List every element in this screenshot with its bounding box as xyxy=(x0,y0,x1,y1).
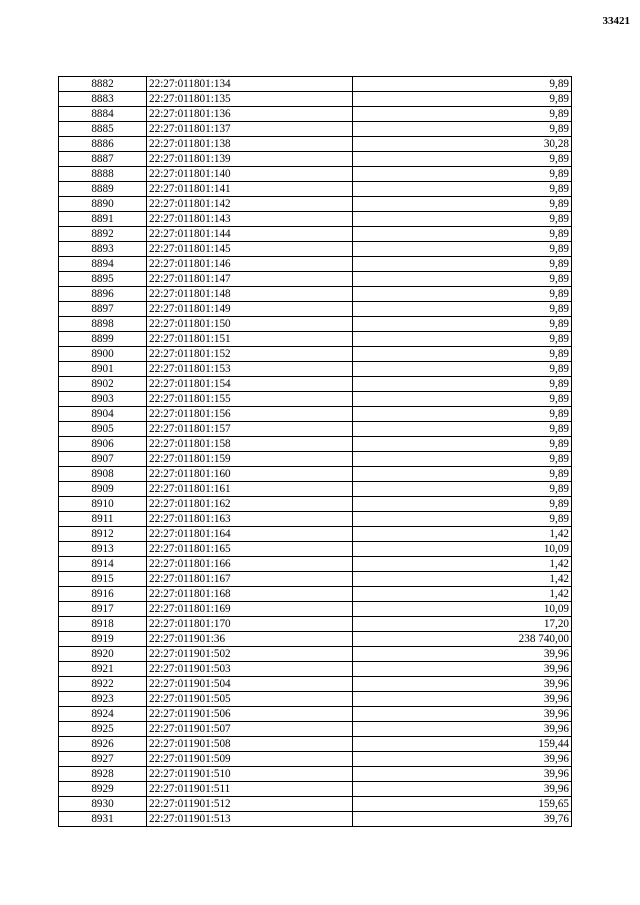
table-row xyxy=(59,602,572,617)
area-value-cell: 9,89 xyxy=(353,467,572,482)
row-number-cell: 8912 xyxy=(59,527,147,542)
table-row xyxy=(59,242,572,257)
table-row xyxy=(59,287,572,302)
cadastral-number-cell: 22:27:011801:156 xyxy=(147,407,353,422)
cadastral-number-cell: 22:27:011801:157 xyxy=(147,422,353,437)
row-number-cell: 8890 xyxy=(59,197,147,212)
area-value-cell: 9,89 xyxy=(353,362,572,377)
table-row xyxy=(59,632,572,647)
row-number-cell: 8882 xyxy=(59,77,147,92)
cadastral-number-cell: 22:27:011901:508 xyxy=(147,737,353,752)
row-number-cell: 8923 xyxy=(59,692,147,707)
table-row xyxy=(59,437,572,452)
table-row xyxy=(59,92,572,107)
table-row xyxy=(59,482,572,497)
row-number-cell: 8906 xyxy=(59,437,147,452)
row-number-cell: 8930 xyxy=(59,797,147,812)
area-value-cell: 9,89 xyxy=(353,242,572,257)
area-value-cell: 9,89 xyxy=(353,77,572,92)
area-value-cell: 9,89 xyxy=(353,317,572,332)
cadastral-number-cell: 22:27:011801:158 xyxy=(147,437,353,452)
cadastral-number-cell: 22:27:011801:145 xyxy=(147,242,353,257)
table-row xyxy=(59,197,572,212)
row-number-cell: 8914 xyxy=(59,557,147,572)
table-row xyxy=(59,152,572,167)
row-number-cell: 8919 xyxy=(59,632,147,647)
cadastral-number-cell: 22:27:011901:511 xyxy=(147,782,353,797)
area-value-cell: 9,89 xyxy=(353,497,572,512)
table-row xyxy=(59,107,572,122)
table-row xyxy=(59,377,572,392)
table-row xyxy=(59,272,572,287)
cadastral-number-cell: 22:27:011801:149 xyxy=(147,302,353,317)
table-row xyxy=(59,407,572,422)
cadastral-number-cell: 22:27:011801:165 xyxy=(147,542,353,557)
table-row xyxy=(59,257,572,272)
table-row xyxy=(59,617,572,632)
cadastral-number-cell: 22:27:011801:140 xyxy=(147,167,353,182)
row-number-cell: 8889 xyxy=(59,182,147,197)
area-value-cell: 9,89 xyxy=(353,122,572,137)
row-number-cell: 8887 xyxy=(59,152,147,167)
cadastral-number-cell: 22:27:011901:512 xyxy=(147,797,353,812)
page-number: 33421 xyxy=(602,15,630,27)
row-number-cell: 8913 xyxy=(59,542,147,557)
row-number-cell: 8924 xyxy=(59,707,147,722)
cadastral-number-cell: 22:27:011801:135 xyxy=(147,92,353,107)
cadastral-number-cell: 22:27:011801:168 xyxy=(147,587,353,602)
area-value-cell: 9,89 xyxy=(353,302,572,317)
table-row xyxy=(59,737,572,752)
cadastral-number-cell: 22:27:011901:513 xyxy=(147,812,353,827)
cadastral-number-cell: 22:27:011801:136 xyxy=(147,107,353,122)
cadastral-number-cell: 22:27:011801:159 xyxy=(147,452,353,467)
table-row xyxy=(59,767,572,782)
row-number-cell: 8899 xyxy=(59,332,147,347)
table-row xyxy=(59,122,572,137)
row-number-cell: 8922 xyxy=(59,677,147,692)
area-value-cell: 30,28 xyxy=(353,137,572,152)
cadastral-number-cell: 22:27:011801:150 xyxy=(147,317,353,332)
cadastral-number-cell: 22:27:011801:167 xyxy=(147,572,353,587)
area-value-cell: 159,65 xyxy=(353,797,572,812)
cadastral-number-cell: 22:27:011801:166 xyxy=(147,557,353,572)
table-row xyxy=(59,512,572,527)
area-value-cell: 9,89 xyxy=(353,92,572,107)
row-number-cell: 8920 xyxy=(59,647,147,662)
table-row xyxy=(59,392,572,407)
cadastral-number-cell: 22:27:011801:151 xyxy=(147,332,353,347)
table-row xyxy=(59,167,572,182)
area-value-cell: 17,20 xyxy=(353,617,572,632)
row-number-cell: 8904 xyxy=(59,407,147,422)
row-number-cell: 8911 xyxy=(59,512,147,527)
area-value-cell: 39,96 xyxy=(353,692,572,707)
cadastral-number-cell: 22:27:011801:152 xyxy=(147,347,353,362)
table-row xyxy=(59,677,572,692)
cadastral-number-cell: 22:27:011801:162 xyxy=(147,497,353,512)
table-row xyxy=(59,302,572,317)
table-row xyxy=(59,707,572,722)
row-number-cell: 8921 xyxy=(59,662,147,677)
table-row xyxy=(59,227,572,242)
table-row xyxy=(59,182,572,197)
area-value-cell: 9,89 xyxy=(353,227,572,242)
row-number-cell: 8883 xyxy=(59,92,147,107)
area-value-cell: 9,89 xyxy=(353,452,572,467)
cadastral-number-cell: 22:27:011801:153 xyxy=(147,362,353,377)
table-row xyxy=(59,497,572,512)
area-value-cell: 9,89 xyxy=(353,377,572,392)
row-number-cell: 8916 xyxy=(59,587,147,602)
area-value-cell: 9,89 xyxy=(353,197,572,212)
area-value-cell: 1,42 xyxy=(353,587,572,602)
area-value-cell: 39,96 xyxy=(353,647,572,662)
area-value-cell: 9,89 xyxy=(353,407,572,422)
table-row xyxy=(59,422,572,437)
cadastral-number-cell: 22:27:011901:503 xyxy=(147,662,353,677)
area-value-cell: 9,89 xyxy=(353,422,572,437)
table-body xyxy=(59,77,572,827)
area-value-cell: 9,89 xyxy=(353,437,572,452)
cadastral-number-cell: 22:27:011901:502 xyxy=(147,647,353,662)
area-value-cell: 9,89 xyxy=(353,257,572,272)
row-number-cell: 8896 xyxy=(59,287,147,302)
area-value-cell: 9,89 xyxy=(353,182,572,197)
table-row xyxy=(59,332,572,347)
table-row xyxy=(59,212,572,227)
area-value-cell: 9,89 xyxy=(353,512,572,527)
cadastral-number-cell: 22:27:011801:139 xyxy=(147,152,353,167)
cadastral-number-cell: 22:27:011901:506 xyxy=(147,707,353,722)
row-number-cell: 8888 xyxy=(59,167,147,182)
row-number-cell: 8897 xyxy=(59,302,147,317)
area-value-cell: 9,89 xyxy=(353,392,572,407)
area-value-cell: 39,76 xyxy=(353,812,572,827)
cadastral-number-cell: 22:27:011801:147 xyxy=(147,272,353,287)
area-value-cell: 9,89 xyxy=(353,107,572,122)
cadastral-number-cell: 22:27:011901:507 xyxy=(147,722,353,737)
cadastral-number-cell: 22:27:011801:163 xyxy=(147,512,353,527)
table-row xyxy=(59,362,572,377)
area-value-cell: 9,89 xyxy=(353,482,572,497)
row-number-cell: 8929 xyxy=(59,782,147,797)
table-row xyxy=(59,692,572,707)
row-number-cell: 8902 xyxy=(59,377,147,392)
area-value-cell: 39,96 xyxy=(353,722,572,737)
row-number-cell: 8909 xyxy=(59,482,147,497)
table-row xyxy=(59,797,572,812)
row-number-cell: 8891 xyxy=(59,212,147,227)
table-row xyxy=(59,722,572,737)
area-value-cell: 39,96 xyxy=(353,662,572,677)
row-number-cell: 8928 xyxy=(59,767,147,782)
cadastral-table xyxy=(58,76,572,827)
row-number-cell: 8893 xyxy=(59,242,147,257)
table-row xyxy=(59,542,572,557)
cadastral-number-cell: 22:27:011801:161 xyxy=(147,482,353,497)
row-number-cell: 8901 xyxy=(59,362,147,377)
cadastral-number-cell: 22:27:011801:137 xyxy=(147,122,353,137)
cadastral-number-cell: 22:27:011901:36 xyxy=(147,632,353,647)
cadastral-number-cell: 22:27:011801:160 xyxy=(147,467,353,482)
area-value-cell: 1,42 xyxy=(353,572,572,587)
table-row xyxy=(59,452,572,467)
area-value-cell: 9,89 xyxy=(353,212,572,227)
area-value-cell: 159,44 xyxy=(353,737,572,752)
cadastral-number-cell: 22:27:011801:164 xyxy=(147,527,353,542)
row-number-cell: 8910 xyxy=(59,497,147,512)
row-number-cell: 8885 xyxy=(59,122,147,137)
table-row xyxy=(59,467,572,482)
area-value-cell: 10,09 xyxy=(353,602,572,617)
table-row xyxy=(59,137,572,152)
row-number-cell: 8886 xyxy=(59,137,147,152)
area-value-cell: 238 740,00 xyxy=(353,632,572,647)
row-number-cell: 8900 xyxy=(59,347,147,362)
table-row xyxy=(59,662,572,677)
row-number-cell: 8917 xyxy=(59,602,147,617)
row-number-cell: 8926 xyxy=(59,737,147,752)
row-number-cell: 8894 xyxy=(59,257,147,272)
cadastral-number-cell: 22:27:011901:504 xyxy=(147,677,353,692)
row-number-cell: 8903 xyxy=(59,392,147,407)
row-number-cell: 8895 xyxy=(59,272,147,287)
cadastral-number-cell: 22:27:011801:169 xyxy=(147,602,353,617)
row-number-cell: 8905 xyxy=(59,422,147,437)
table-row xyxy=(59,752,572,767)
area-value-cell: 10,09 xyxy=(353,542,572,557)
row-number-cell: 8918 xyxy=(59,617,147,632)
cadastral-number-cell: 22:27:011801:143 xyxy=(147,212,353,227)
cadastral-number-cell: 22:27:011801:141 xyxy=(147,182,353,197)
cadastral-number-cell: 22:27:011801:146 xyxy=(147,257,353,272)
area-value-cell: 9,89 xyxy=(353,272,572,287)
area-value-cell: 1,42 xyxy=(353,527,572,542)
row-number-cell: 8907 xyxy=(59,452,147,467)
cadastral-number-cell: 22:27:011801:142 xyxy=(147,197,353,212)
row-number-cell: 8915 xyxy=(59,572,147,587)
table-row xyxy=(59,317,572,332)
cadastral-number-cell: 22:27:011801:170 xyxy=(147,617,353,632)
area-value-cell: 9,89 xyxy=(353,167,572,182)
table-row xyxy=(59,77,572,92)
table-row xyxy=(59,572,572,587)
row-number-cell: 8931 xyxy=(59,812,147,827)
area-value-cell: 39,96 xyxy=(353,767,572,782)
cadastral-number-cell: 22:27:011801:155 xyxy=(147,392,353,407)
cadastral-number-cell: 22:27:011801:134 xyxy=(147,77,353,92)
row-number-cell: 8892 xyxy=(59,227,147,242)
cadastral-number-cell: 22:27:011801:138 xyxy=(147,137,353,152)
area-value-cell: 39,96 xyxy=(353,677,572,692)
row-number-cell: 8925 xyxy=(59,722,147,737)
row-number-cell: 8884 xyxy=(59,107,147,122)
area-value-cell: 39,96 xyxy=(353,782,572,797)
cadastral-number-cell: 22:27:011801:154 xyxy=(147,377,353,392)
area-value-cell: 1,42 xyxy=(353,557,572,572)
area-value-cell: 39,96 xyxy=(353,707,572,722)
cadastral-number-cell: 22:27:011801:144 xyxy=(147,227,353,242)
area-value-cell: 9,89 xyxy=(353,347,572,362)
table-row xyxy=(59,647,572,662)
area-value-cell: 9,89 xyxy=(353,332,572,347)
table-row xyxy=(59,587,572,602)
cadastral-number-cell: 22:27:011901:510 xyxy=(147,767,353,782)
cadastral-number-cell: 22:27:011901:509 xyxy=(147,752,353,767)
table-row xyxy=(59,527,572,542)
area-value-cell: 39,96 xyxy=(353,752,572,767)
cadastral-number-cell: 22:27:011801:148 xyxy=(147,287,353,302)
row-number-cell: 8927 xyxy=(59,752,147,767)
area-value-cell: 9,89 xyxy=(353,287,572,302)
table-row xyxy=(59,557,572,572)
row-number-cell: 8908 xyxy=(59,467,147,482)
table-row xyxy=(59,782,572,797)
row-number-cell: 8898 xyxy=(59,317,147,332)
table-row xyxy=(59,812,572,827)
table-row xyxy=(59,347,572,362)
cadastral-number-cell: 22:27:011901:505 xyxy=(147,692,353,707)
area-value-cell: 9,89 xyxy=(353,152,572,167)
